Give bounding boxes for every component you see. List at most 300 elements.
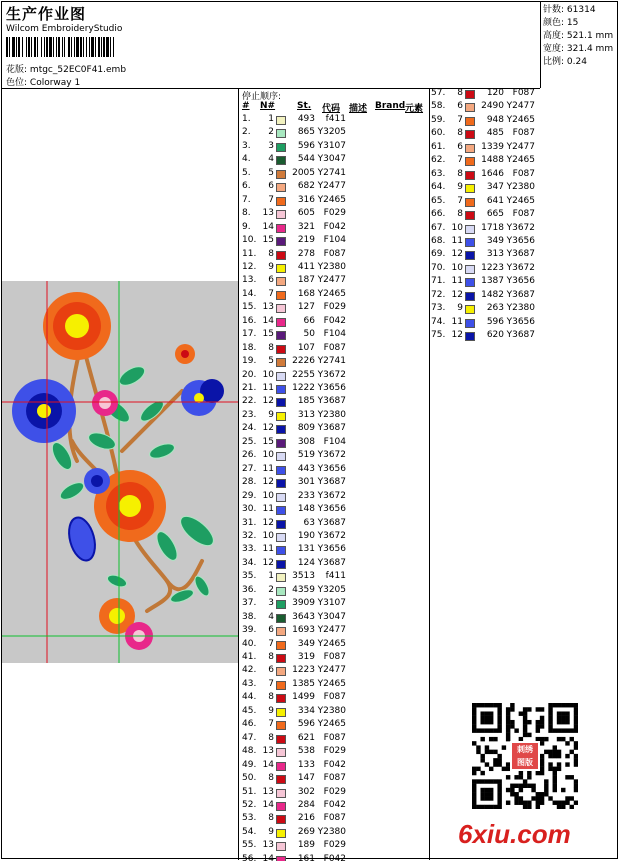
stop-row	[242, 706, 428, 719]
thread-code: Y2465	[317, 638, 346, 649]
stitch-count: 349	[297, 638, 315, 649]
needle-number: 8	[268, 692, 274, 703]
stop-row	[242, 692, 428, 705]
needle-number: 11	[262, 504, 274, 515]
thread-code: Y3687	[317, 477, 346, 488]
stitch-count: 538	[297, 746, 315, 757]
stop-index: 11.	[242, 248, 257, 259]
stitch-count: 269	[297, 826, 315, 837]
stitch-count: 127	[297, 302, 315, 313]
colorway-line	[6, 75, 80, 88]
stop-row	[431, 196, 617, 209]
needle-number: 8	[268, 248, 274, 259]
stop-index: 36.	[242, 584, 257, 595]
stop-index: 60.	[431, 128, 446, 139]
stop-row	[242, 477, 428, 490]
stop-row	[242, 343, 428, 356]
stop-index: 38.	[242, 611, 257, 622]
stop-row	[242, 114, 428, 127]
stitch-count: 302	[297, 786, 315, 797]
color-swatch	[276, 667, 286, 676]
stop-row	[242, 329, 428, 342]
color-swatch	[276, 546, 286, 555]
col-header-needle: N#	[260, 101, 276, 111]
stop-index: 30.	[242, 504, 257, 515]
color-swatch	[465, 292, 475, 301]
stop-row	[431, 209, 617, 222]
stitch-count: 321	[297, 221, 315, 232]
needle-number: 15	[262, 436, 274, 447]
needle-number: 15	[262, 329, 274, 340]
stitch-count: 131	[297, 544, 315, 555]
thread-code: Y2465	[317, 194, 346, 205]
thread-code: f411	[325, 114, 346, 124]
thread-code: Y2380	[506, 303, 535, 314]
stop-row	[242, 665, 428, 678]
color-swatch	[276, 291, 286, 300]
needle-number: 13	[262, 302, 274, 313]
stop-row	[242, 464, 428, 477]
needle-number: 13	[262, 208, 274, 219]
thread-code: Y3107	[317, 598, 346, 609]
stitch-count: 66	[303, 315, 315, 326]
color-swatch	[276, 762, 286, 771]
stop-row	[242, 787, 428, 800]
stop-index: 24.	[242, 423, 257, 434]
stop-index: 16.	[242, 315, 257, 326]
stop-row	[242, 558, 428, 571]
color-swatch	[465, 157, 475, 166]
stitch-count: 605	[297, 208, 315, 219]
stop-index: 1.	[242, 114, 251, 124]
spec-scale: 比例: 0.24	[543, 57, 587, 67]
orange-flower-top	[43, 292, 111, 360]
stitch-count: 809	[297, 423, 315, 434]
needle-number: 14	[262, 799, 274, 810]
color-swatch	[276, 251, 286, 260]
color-swatch	[276, 358, 286, 367]
stop-index: 42.	[242, 665, 257, 676]
needle-number: 9	[268, 409, 274, 420]
color-swatch	[276, 533, 286, 542]
thread-code: Y3656	[317, 504, 346, 515]
spec-colors: 颜色: 15	[543, 18, 579, 28]
thread-code: Y2380	[317, 409, 346, 420]
color-swatch	[276, 641, 286, 650]
stitch-count: 1488	[481, 155, 504, 166]
thread-code: F104	[323, 235, 346, 246]
stop-row	[242, 423, 428, 436]
design-divider	[238, 88, 239, 860]
stop-row	[431, 223, 617, 236]
stop-row	[242, 598, 428, 611]
stitch-count: 161	[297, 853, 315, 861]
stitch-count: 50	[303, 329, 315, 340]
stitch-count: 107	[297, 342, 315, 353]
stop-index: 58.	[431, 101, 446, 112]
stop-row	[431, 263, 617, 276]
stop-index: 21.	[242, 383, 257, 393]
stop-index: 4.	[242, 154, 251, 165]
stop-row	[242, 141, 428, 154]
thread-code: F104	[323, 436, 346, 447]
thread-code: Y2477	[317, 181, 346, 192]
color-swatch	[276, 439, 286, 448]
design-file-label: 花版:	[6, 65, 28, 75]
color-swatch	[276, 143, 286, 152]
stitch-count: 596	[486, 316, 504, 327]
needle-number: 4	[268, 154, 274, 165]
stitch-count: 948	[486, 114, 504, 125]
table-divider	[429, 88, 430, 860]
thread-code: Y3687	[317, 557, 346, 568]
color-swatch	[276, 425, 286, 434]
page-title: 生产作业图	[6, 5, 87, 23]
design-file-line	[6, 62, 126, 75]
color-swatch	[276, 224, 286, 233]
watermark-site: 6xiu.com	[458, 819, 571, 849]
stitch-count: 2255	[292, 369, 315, 380]
color-swatch	[276, 183, 286, 192]
color-swatch	[276, 452, 286, 461]
stop-row	[431, 236, 617, 249]
stop-row	[242, 625, 428, 638]
stop-index: 39.	[242, 625, 257, 636]
stitch-count: 316	[297, 194, 315, 205]
stop-row	[242, 544, 428, 557]
stop-row	[242, 249, 428, 262]
stitch-count: 493	[297, 114, 315, 124]
thread-code: Y2477	[506, 101, 535, 112]
stitch-count: 185	[297, 396, 315, 407]
stop-row	[242, 733, 428, 746]
color-swatch	[276, 721, 286, 730]
stop-index: 75.	[431, 330, 446, 341]
stop-index: 19.	[242, 356, 257, 367]
stitch-count: 1646	[481, 168, 504, 179]
software-name: Wilcom EmbroideryStudio	[6, 24, 123, 34]
color-swatch	[276, 856, 286, 861]
stop-row	[242, 437, 428, 450]
stitch-count: 2490	[481, 101, 504, 112]
stop-index: 28.	[242, 477, 257, 488]
stop-index: 47.	[242, 732, 257, 743]
stop-index: 44.	[242, 692, 257, 703]
thread-code: Y3672	[506, 262, 535, 273]
thread-code: F087	[323, 692, 346, 703]
thread-code: Y3672	[317, 530, 346, 541]
thread-code: Y3687	[506, 249, 535, 260]
color-swatch	[465, 265, 475, 274]
stop-index: 55.	[242, 840, 257, 851]
stop-index: 62.	[431, 155, 446, 166]
needle-number: 6	[268, 665, 274, 676]
stitch-count: 621	[297, 732, 315, 743]
stop-sequence-title: 停止顺序:	[242, 92, 282, 102]
stop-row	[242, 275, 428, 288]
stop-index: 26.	[242, 450, 257, 461]
stitch-count: 665	[486, 209, 504, 220]
stop-row	[242, 518, 428, 531]
color-swatch	[276, 372, 286, 381]
embroidery-preview	[2, 281, 238, 663]
needle-number: 8	[457, 168, 463, 179]
thread-code: F087	[323, 652, 346, 662]
color-swatch	[465, 117, 475, 126]
needle-number: 12	[262, 477, 274, 488]
color-swatch	[276, 331, 286, 340]
needle-number: 7	[268, 288, 274, 299]
stop-row	[242, 316, 428, 329]
thread-code: F042	[323, 221, 346, 232]
needle-number: 12	[262, 423, 274, 434]
color-swatch	[276, 466, 286, 475]
design-specs	[543, 4, 613, 69]
thread-code: Y2465	[317, 719, 346, 730]
thread-code: Y3672	[317, 450, 346, 461]
color-swatch	[465, 103, 475, 112]
spec-width: 宽度: 321.4 mm	[543, 44, 614, 54]
stop-index: 65.	[431, 195, 446, 206]
stitch-count: 485	[486, 128, 504, 139]
color-swatch	[276, 627, 286, 636]
stop-index: 25.	[242, 436, 257, 447]
stop-row	[431, 276, 617, 289]
stop-index: 17.	[242, 329, 257, 340]
stop-row	[242, 208, 428, 221]
color-swatch	[276, 479, 286, 488]
needle-number: 3	[268, 598, 274, 609]
needle-number: 7	[457, 155, 463, 166]
stop-index: 3.	[242, 140, 251, 151]
stop-row	[242, 491, 428, 504]
color-swatch	[276, 170, 286, 179]
stitch-count: 3909	[292, 598, 315, 609]
stop-row	[431, 317, 617, 330]
col-header-stitches: St.	[297, 101, 312, 111]
stitch-count: 641	[486, 195, 504, 206]
color-swatch	[276, 398, 286, 407]
needle-number: 8	[268, 732, 274, 743]
stop-index: 43.	[242, 678, 257, 689]
stitch-count: 168	[297, 288, 315, 299]
needle-number: 15	[262, 235, 274, 246]
stop-index: 2.	[242, 127, 251, 138]
stop-index: 59.	[431, 114, 446, 125]
stop-row	[242, 235, 428, 248]
needle-number: 14	[262, 315, 274, 326]
needle-number: 12	[262, 396, 274, 407]
stop-row	[242, 181, 428, 194]
stop-index: 57.	[431, 88, 446, 98]
needle-number: 2	[268, 127, 274, 138]
stitch-count: 308	[297, 436, 315, 447]
thread-code: F104	[323, 329, 346, 340]
col-header-code: 代码	[322, 104, 341, 114]
thread-code: F087	[512, 88, 535, 98]
thread-code: F042	[323, 799, 346, 810]
col-header-brand: Brand	[375, 101, 406, 111]
stitch-count: 187	[297, 275, 315, 286]
thread-code: F087	[323, 732, 346, 743]
thread-code: F042	[323, 315, 346, 326]
stop-index: 29.	[242, 490, 257, 501]
stop-row	[242, 679, 428, 692]
needle-number: 11	[262, 544, 274, 555]
color-swatch	[276, 210, 286, 219]
stop-row	[242, 370, 428, 383]
thread-code: Y3047	[317, 611, 346, 622]
needle-number: 13	[262, 840, 274, 851]
stop-index: 31.	[242, 517, 257, 528]
needle-number: 11	[451, 235, 463, 246]
thread-code: Y2477	[317, 665, 346, 676]
stitch-count: 349	[486, 235, 504, 246]
needle-number: 5	[268, 167, 274, 178]
stop-index: 52.	[242, 799, 257, 810]
color-swatch	[276, 789, 286, 798]
color-swatch	[276, 116, 286, 125]
color-swatch	[276, 318, 286, 327]
stop-row	[431, 290, 617, 303]
stitch-count: 1385	[292, 678, 315, 689]
stop-index: 7.	[242, 194, 251, 205]
stitch-count: 443	[297, 463, 315, 474]
stop-row	[431, 155, 617, 168]
needle-number: 9	[268, 705, 274, 716]
stop-index: 69.	[431, 249, 446, 260]
color-swatch	[465, 332, 475, 341]
stop-index: 48.	[242, 746, 257, 757]
stop-row	[242, 746, 428, 759]
stop-index: 10.	[242, 235, 257, 246]
color-swatch	[465, 225, 475, 234]
thread-code: Y3687	[506, 330, 535, 341]
specs-divider	[540, 1, 541, 88]
needle-number: 10	[262, 530, 274, 541]
needle-number: 6	[268, 625, 274, 636]
color-swatch	[276, 587, 286, 596]
stop-index: 68.	[431, 235, 446, 246]
thread-code: Y3672	[317, 490, 346, 501]
stitch-count: 1223	[481, 262, 504, 273]
stop-row	[242, 571, 428, 584]
stop-index: 9.	[242, 221, 251, 232]
stitch-count: 1222	[292, 383, 315, 393]
stop-index: 53.	[242, 813, 257, 824]
color-swatch	[276, 506, 286, 515]
stop-index: 74.	[431, 316, 446, 327]
needle-number: 8	[457, 128, 463, 139]
thread-code: Y2465	[506, 195, 535, 206]
thread-code: f411	[325, 571, 346, 582]
needle-number: 8	[268, 813, 274, 824]
needle-number: 10	[262, 450, 274, 461]
thread-code: Y3205	[317, 584, 346, 595]
blue-flower-small	[84, 468, 110, 494]
stop-index: 12.	[242, 261, 257, 272]
thread-code: Y2465	[506, 155, 535, 166]
needle-number: 7	[268, 638, 274, 649]
needle-number: 12	[451, 249, 463, 260]
stitch-count: 219	[297, 235, 315, 246]
needle-number: 9	[268, 261, 274, 272]
stop-index: 32.	[242, 530, 257, 541]
stop-index: 71.	[431, 276, 446, 287]
thread-code: F087	[512, 128, 535, 139]
stitch-count: 313	[486, 249, 504, 260]
blue-leaf	[65, 515, 100, 564]
stop-row	[242, 168, 428, 181]
stitch-count: 544	[297, 154, 315, 165]
colorway-label: 色位:	[6, 78, 28, 88]
color-swatch	[276, 708, 286, 717]
stop-index: 50.	[242, 773, 257, 784]
stitch-count: 334	[297, 705, 315, 716]
stop-row	[242, 800, 428, 813]
stop-row	[242, 773, 428, 786]
stop-row	[431, 249, 617, 262]
thread-code: Y3656	[506, 316, 535, 327]
blue-flower-left	[12, 379, 76, 443]
stitch-count: 263	[486, 303, 504, 314]
thread-code: F029	[323, 746, 346, 757]
stop-index: 49.	[242, 759, 257, 770]
stitch-count: 347	[486, 182, 504, 193]
color-swatch	[276, 264, 286, 273]
color-swatch	[276, 493, 286, 502]
stitch-count: 1339	[481, 141, 504, 152]
stop-row	[242, 195, 428, 208]
color-swatch	[276, 829, 286, 838]
needle-number: 6	[268, 181, 274, 192]
color-swatch	[276, 802, 286, 811]
stitch-count: 147	[297, 773, 315, 784]
needle-number: 10	[451, 222, 463, 233]
stop-row	[242, 639, 428, 652]
stitch-count: 148	[297, 504, 315, 515]
needle-number: 11	[262, 463, 274, 474]
stop-index: 34.	[242, 557, 257, 568]
stop-index: 37.	[242, 598, 257, 609]
needle-number: 9	[268, 826, 274, 837]
stop-row	[431, 128, 617, 141]
stitch-count: 278	[297, 248, 315, 259]
stitch-count: 124	[297, 557, 315, 568]
color-swatch	[465, 90, 475, 99]
stitch-count: 1693	[292, 625, 315, 636]
stop-row	[431, 169, 617, 182]
stitch-count: 233	[297, 490, 315, 501]
color-swatch	[465, 171, 475, 180]
stop-index: 27.	[242, 463, 257, 474]
thread-code: Y2380	[506, 182, 535, 193]
needle-number: 8	[268, 342, 274, 353]
flower-bud	[175, 344, 195, 364]
thread-code: Y3672	[506, 222, 535, 233]
stop-index: 63.	[431, 168, 446, 179]
stop-row	[242, 612, 428, 625]
stitch-count: 519	[297, 450, 315, 461]
needle-number: 9	[457, 303, 463, 314]
stop-row	[242, 531, 428, 544]
stop-row	[242, 396, 428, 409]
color-swatch	[276, 412, 286, 421]
stitch-count: 133	[297, 759, 315, 770]
needle-number: 7	[268, 678, 274, 689]
needle-number: 7	[457, 114, 463, 125]
stop-row	[242, 854, 428, 861]
